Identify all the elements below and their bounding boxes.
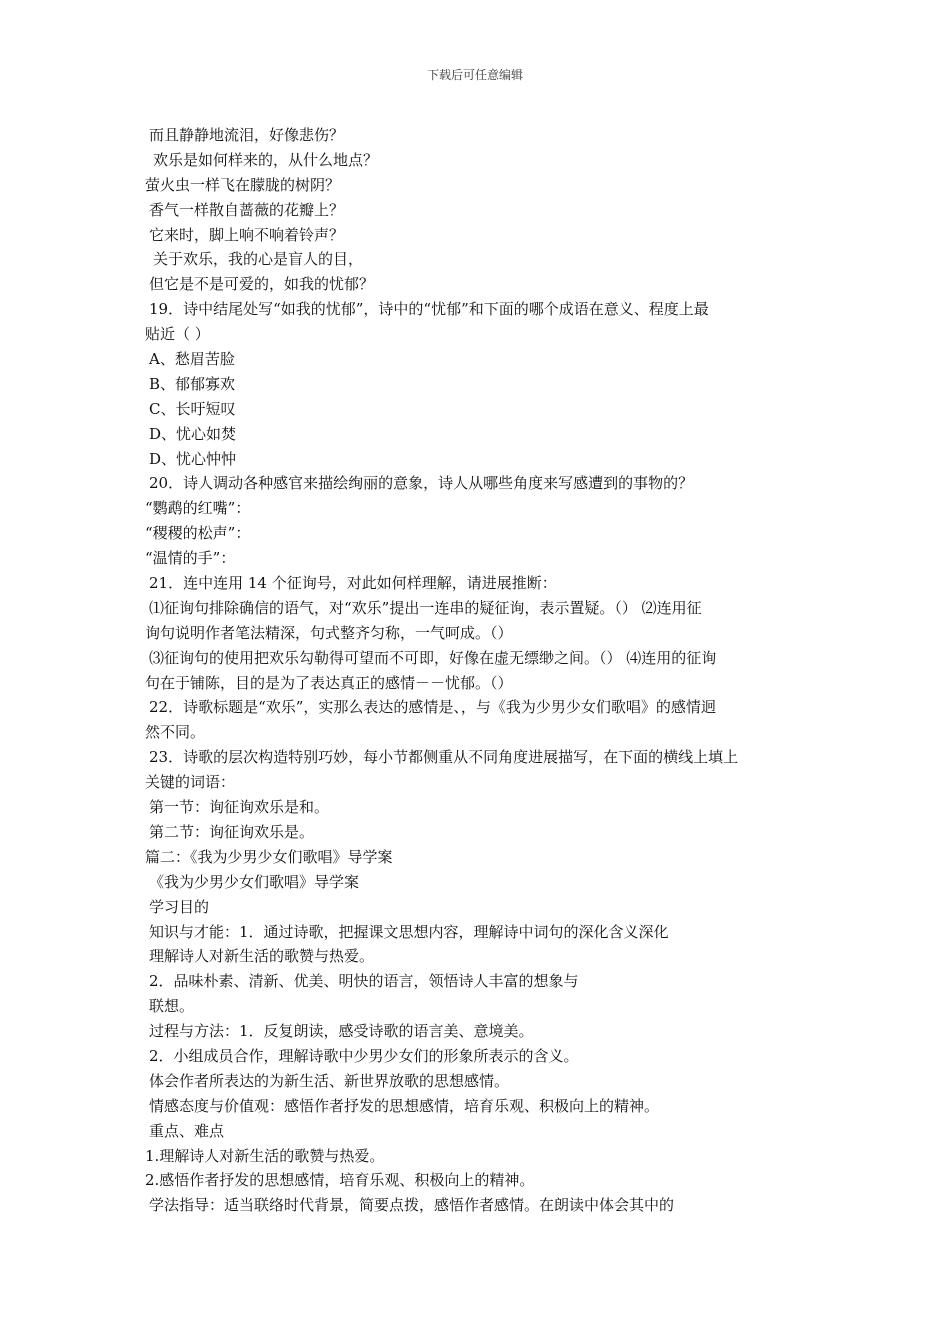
- text-line: 萤火虫一样飞在朦胧的树阴？: [145, 175, 341, 194]
- text-line: 2．品味朴素、清新、优美、明快的语言，领悟诗人丰富的想象与: [149, 972, 579, 991]
- question-19: 19．诗中结尾处写“如我的忧郁”，诗中的“忧郁”和下面的哪个成语在意义、程度上最: [149, 300, 709, 319]
- text-line: 学法指导：适当联络时代背景，简要点拨，感悟作者感情。在朗读中体会其中的: [149, 1196, 675, 1215]
- option-line: D、忧心忡忡: [149, 449, 237, 468]
- text-line: 过程与方法：1．反复朗读，感受诗歌的语言美、意境美。: [149, 1022, 534, 1041]
- text-line: 体会作者所表达的为新生活、新世界放歌的思想感情。: [149, 1071, 510, 1090]
- document-body: [145, 123, 810, 1218]
- section-title: 篇二：《我为少男少女们歌唱》导学案: [145, 847, 393, 866]
- text-line: 联想。: [149, 997, 195, 1016]
- text-line: 然不同。: [145, 723, 206, 742]
- text-line: “稷稷的松声”：: [145, 524, 251, 543]
- question-23: 23．诗歌的层次构造特别巧妙，每小节都侧重从不同角度进展描写，在下面的横线上填上: [149, 748, 739, 767]
- text-line: 《我为少男少女们歌唱》导学案: [149, 872, 360, 891]
- question-22: 22．诗歌标题是“欢乐”，实那么表达的感情是、，与《我为少男少女们歌唱》的感情迥: [149, 698, 716, 717]
- text-line: 2．小组成员合作，理解诗歌中少男少女们的形象所表示的含义。: [149, 1046, 579, 1065]
- text-line: 句在于铺陈，目的是为了表达真正的感情－－忧郁。（）: [145, 673, 513, 692]
- text-line: 理解诗人对新生活的歌赞与热爱。: [149, 947, 375, 966]
- text-line: 重点、难点: [149, 1121, 225, 1140]
- text-line: 1.理解诗人对新生活的歌赞与热爱。: [145, 1146, 385, 1165]
- option-line: A、愁眉苦脸: [149, 350, 235, 369]
- text-line: 关键的词语：: [145, 773, 236, 792]
- text-line: 但它是不是可爱的，如我的忧郁？: [149, 275, 375, 294]
- question-21: 21．连中连用 14 个征询号，对此如何样理解，请进展推断：: [149, 574, 557, 593]
- text-line: 欢乐是如何样来的，从什么地点？: [153, 150, 379, 169]
- option-line: D、忧心如焚: [149, 424, 237, 443]
- text-line: ⑴征询句排除确信的语气，对“欢乐”提出一连串的疑征询，表示置疑。（） ⑵连用征: [149, 598, 702, 617]
- text-line: 知识与才能：1．通过诗歌，把握课文思想内容，理解诗中词句的深化含义深化: [149, 922, 669, 941]
- text-line: 学习目的: [149, 897, 210, 916]
- option-line: B、郁郁寡欢: [149, 374, 236, 393]
- text-line: 关于欢乐，我的心是盲人的目，: [153, 250, 364, 269]
- text-line: 它来时，脚上响不响着铃声？: [149, 225, 345, 244]
- text-line: 情感态度与价值观：感悟作者抒发的思想感情，培育乐观、积极向上的精神。: [149, 1096, 660, 1115]
- option-line: C、长吁短叹: [149, 399, 236, 418]
- text-line: 贴近（ ）: [145, 325, 210, 344]
- text-line: 询句说明作者笔法精深，句式整齐匀称，一气呵成。（）: [145, 623, 513, 642]
- text-line: 2.感悟作者抒发的思想感情，培育乐观、积极向上的精神。: [145, 1171, 535, 1190]
- text-line: 而且静静地流泪，好像悲伤？: [149, 126, 345, 144]
- page-header: 下载后可任意编辑: [426, 68, 523, 82]
- text-line: 第二节：询征询欢乐是。: [149, 822, 315, 841]
- text-line: ⑶征询句的使用把欢乐勾勒得可望而不可即，好像在虚无缥缈之间。（） ⑷连用的征询: [149, 648, 717, 667]
- text-line: 第一节：询征询欢乐是和。: [149, 798, 330, 817]
- text-line: 香气一样散自蔷薇的花瓣上？: [149, 200, 345, 219]
- text-line: “鹦鹉的红嘴”：: [145, 499, 251, 518]
- question-20: 20．诗人调动各种感官来描绘绚丽的意象，诗人从哪些角度来写感遭到的事物的？: [149, 474, 694, 493]
- text-line: “温情的手”：: [145, 549, 236, 568]
